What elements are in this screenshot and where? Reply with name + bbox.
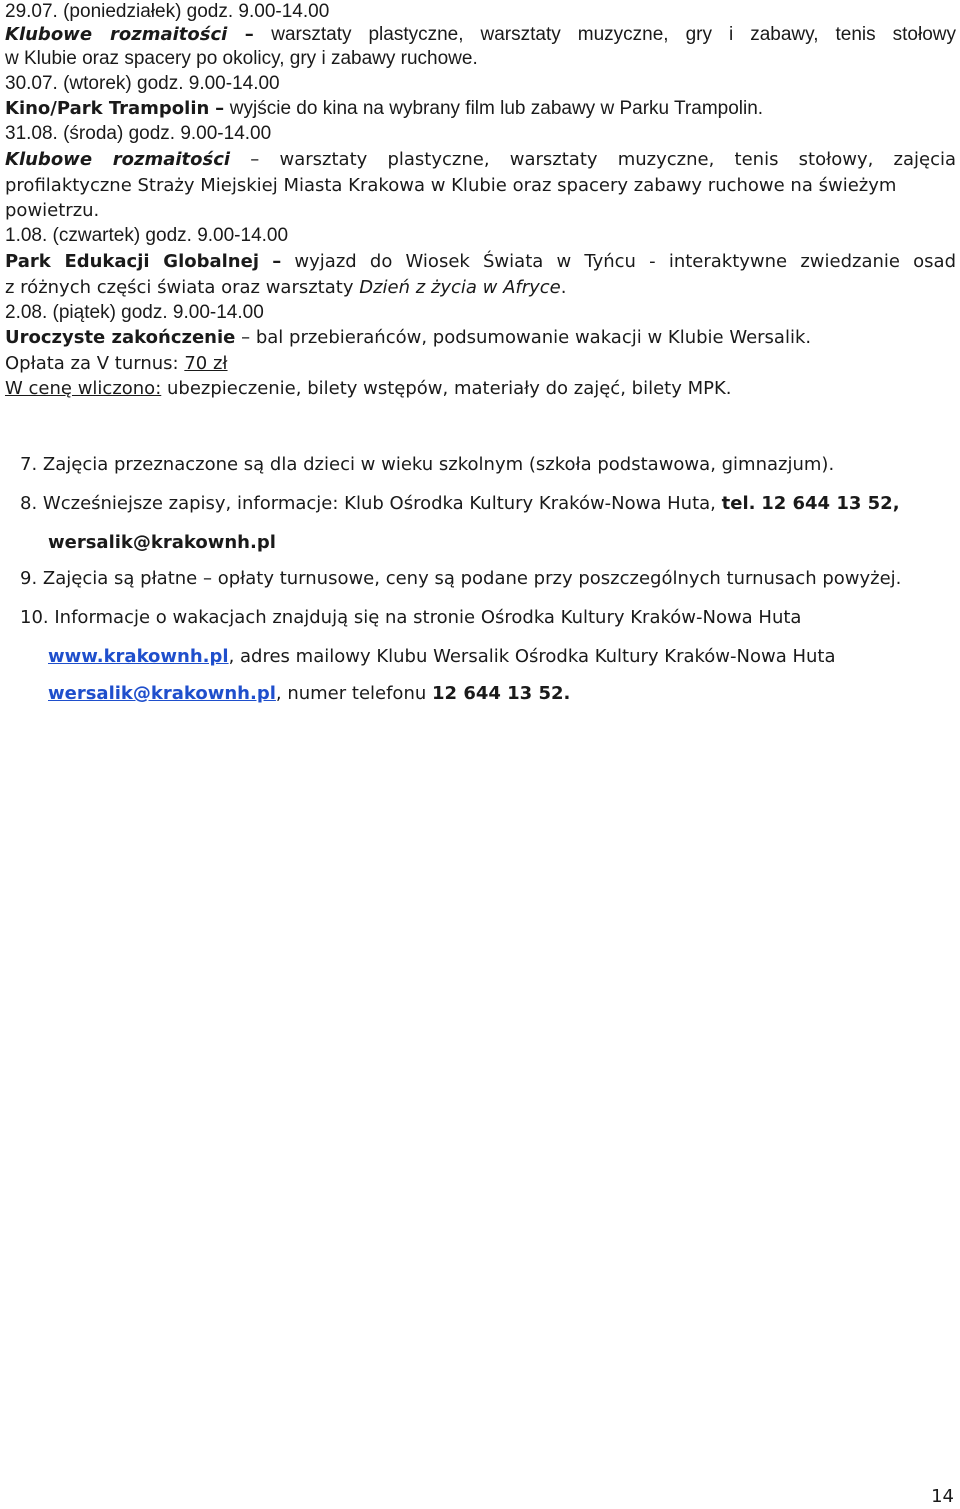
item10-phone: 12 644 13 52.	[432, 683, 571, 704]
item8-number: 8.	[20, 493, 38, 514]
item9-text: Zajęcia są płatne – opłaty turnusowe, ceny są podane przy poszczególnych turnusach powyżej.	[42, 568, 902, 589]
day4-desc-end: .	[560, 277, 567, 298]
item10-number: 10.	[20, 607, 49, 628]
item8-tel-label: tel.	[721, 493, 756, 514]
day4-date: 1.08. (czwartek) godz. 9.00-14.00	[5, 225, 289, 246]
item-7	[20, 453, 834, 477]
item10-line3	[48, 682, 570, 706]
day4-desc-text: z różnych części świata oraz warsztaty	[5, 277, 354, 298]
day3-date: 31.08. (środa) godz. 9.00-14.00	[5, 123, 272, 144]
day5-title: Uroczyste zakończenie	[5, 327, 236, 348]
item10-text: Informacje o wakacjach znajdują się na stronie Ośrodka Kultury Kraków-Nowa Huta	[54, 607, 802, 628]
day4-title: Park Edukacji Globalnej	[5, 251, 260, 272]
day5-line	[5, 326, 811, 350]
item8-phone: 12 644 13 52,	[761, 493, 900, 514]
day1-desc-line1: warsztaty plastyczne, warsztaty muzyczne, gry i zabawy, tenis stołowy	[271, 24, 956, 45]
included-line	[5, 377, 732, 401]
item-10	[20, 606, 801, 630]
day2-title: Kino/Park Trampolin	[5, 98, 210, 119]
day4-dash: –	[272, 251, 282, 272]
item7-text: Zajęcia przeznaczone są dla dzieci w wieku szkolnym (szkoła podstawowa, gimnazjum).	[42, 454, 835, 475]
day1-dash: –	[244, 24, 254, 45]
day2-line	[5, 97, 763, 121]
day3-desc-line3: powietrzu.	[5, 200, 100, 221]
fee-label: Opłata za V turnus:	[5, 353, 179, 374]
item-8	[20, 492, 900, 516]
fee-value: 70 zł	[184, 353, 228, 374]
day3-title: Klubowe rozmaitości	[5, 149, 231, 170]
item10-line2	[48, 645, 836, 669]
item8-email: wersalik@krakownh.pl	[48, 532, 276, 553]
day1-title: Klubowe rozmaitości	[5, 24, 228, 45]
item10-text3: , numer telefonu	[275, 683, 427, 704]
day2-desc: wyjście do kina na wybrany film lub zabawy w Parku Trampolin.	[229, 98, 764, 119]
fee-line	[5, 352, 228, 376]
day1-desc-line2: w Klubie oraz spacery po okolicy, gry i zabawy ruchowe.	[5, 48, 478, 69]
item8-text: Wcześniejsze zapisy, informacje: Klub Ośrodka Kultury Kraków-Nowa Huta,	[42, 493, 716, 514]
item-9	[20, 567, 901, 591]
email-link[interactable]: wersalik@krakownh.pl	[48, 683, 276, 704]
day4-line1	[5, 250, 956, 274]
item9-number: 9.	[20, 568, 38, 589]
item7-number: 7.	[20, 454, 38, 475]
day5-desc: bal przebierańców, podsumowanie wakacji w Klubie Wersalik.	[255, 327, 812, 348]
day4-desc-line1: wyjazd do Wiosek Świata w Tyńcu - interaktywne zwiedzanie osad	[294, 251, 956, 272]
day2-date: 30.07. (wtorek) godz. 9.00-14.00	[5, 73, 280, 94]
item10-text2: , adres mailowy Klubu Wersalik Ośrodka Kultury Kraków-Nowa Huta	[228, 646, 836, 667]
day1-line1	[5, 23, 956, 47]
day3-dash: –	[250, 149, 260, 170]
included-value: ubezpieczenie, bilety wstępów, materiały do zajęć, bilety MPK.	[167, 378, 732, 399]
website-link[interactable]: www.krakownh.pl	[48, 646, 229, 667]
day5-date: 2.08. (piątek) godz. 9.00-14.00	[5, 302, 264, 323]
day3-desc-line1: warsztaty plastyczne, warsztaty muzyczne, tenis stołowy, zajęcia	[279, 149, 956, 170]
day4-desc-italic: Dzień z życia w Afryce	[359, 277, 561, 298]
item8-email-line	[48, 531, 276, 555]
day3-line1	[5, 148, 956, 172]
day4-desc-line2	[5, 276, 567, 300]
day1-date: 29.07. (poniedziałek) godz. 9.00-14.00	[5, 1, 330, 22]
day3-desc-line2: profilaktyczne Straży Miejskiej Miasta Krakowa w Klubie oraz spacery zabawy ruchowe na świeżym	[5, 175, 897, 196]
included-label: W cenę wliczono:	[5, 378, 162, 399]
day2-dash: –	[215, 98, 225, 119]
day5-dash: –	[241, 327, 251, 348]
page-number: 14	[931, 1486, 954, 1507]
